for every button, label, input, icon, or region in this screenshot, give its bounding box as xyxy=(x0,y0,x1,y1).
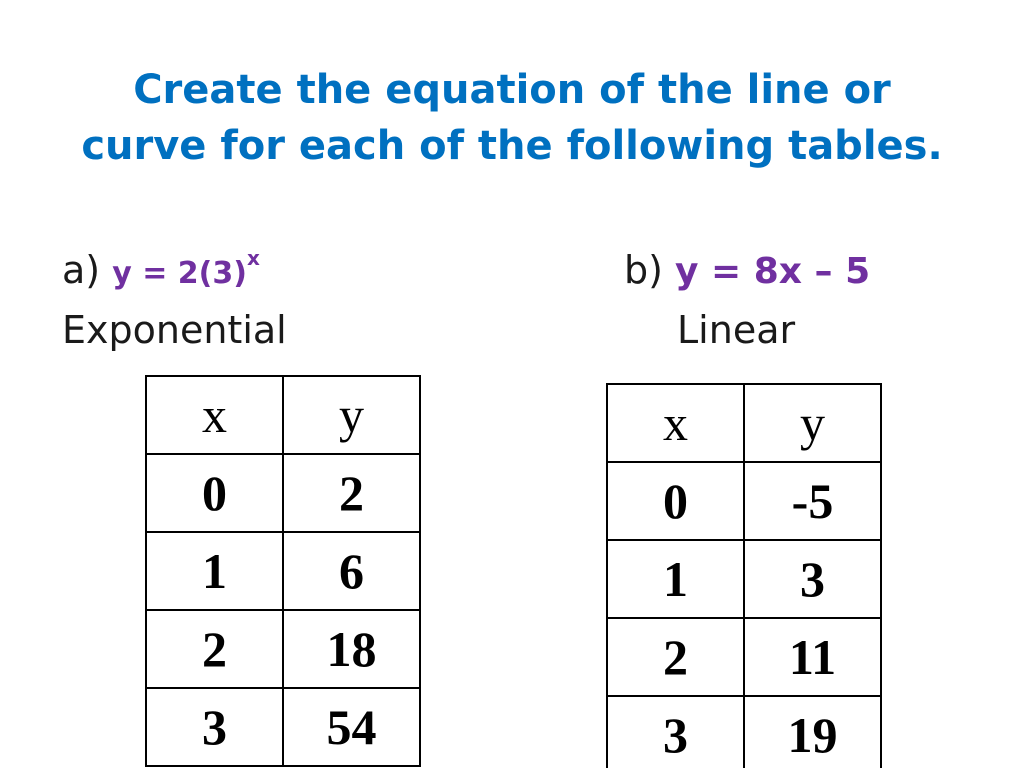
cell-y: 11 xyxy=(744,618,881,696)
cell-x: 1 xyxy=(607,540,744,618)
table-row xyxy=(607,696,881,768)
cell-x: 2 xyxy=(607,618,744,696)
part-a-label: a) xyxy=(62,248,101,292)
cell-y: 2 xyxy=(283,454,420,532)
cell-y: 3 xyxy=(744,540,881,618)
title-line-1: Create the equation of the line or xyxy=(133,67,891,113)
cell-y: -5 xyxy=(744,462,881,540)
cell-x: 0 xyxy=(607,462,744,540)
cell-x: 0 xyxy=(146,454,283,532)
title-line-2: curve for each of the following tables. xyxy=(81,123,943,169)
table-row xyxy=(607,618,881,696)
cell-x: 3 xyxy=(607,696,744,768)
part-a-table xyxy=(145,375,421,767)
slide-title xyxy=(0,62,1024,174)
cell-y: 6 xyxy=(283,532,420,610)
part-b-type: Linear xyxy=(677,308,796,352)
part-a-equation xyxy=(112,246,260,291)
part-b-table xyxy=(606,383,882,768)
table-row xyxy=(146,532,420,610)
cell-y: 19 xyxy=(744,696,881,768)
part-b-heading xyxy=(624,248,870,292)
table-row xyxy=(607,462,881,540)
cell-x: 3 xyxy=(146,688,283,766)
cell-y: 18 xyxy=(283,610,420,688)
table-header-row xyxy=(146,376,420,454)
cell-y: 54 xyxy=(283,688,420,766)
column-header-x: x xyxy=(146,376,283,454)
part-a-equation-exponent: x xyxy=(246,246,260,270)
table-row xyxy=(607,540,881,618)
table-row xyxy=(146,454,420,532)
part-b-equation: y = 8x – 5 xyxy=(675,251,871,292)
cell-x: 2 xyxy=(146,610,283,688)
table-row xyxy=(146,610,420,688)
table-header-row xyxy=(607,384,881,462)
column-header-x: x xyxy=(607,384,744,462)
part-a-equation-base: y = 2(3) xyxy=(112,256,247,291)
column-header-y: y xyxy=(744,384,881,462)
table-row xyxy=(146,688,420,766)
part-a-type: Exponential xyxy=(62,308,287,352)
cell-x: 1 xyxy=(146,532,283,610)
part-b-label: b) xyxy=(624,248,663,292)
column-header-y: y xyxy=(283,376,420,454)
part-a-heading xyxy=(62,246,260,292)
